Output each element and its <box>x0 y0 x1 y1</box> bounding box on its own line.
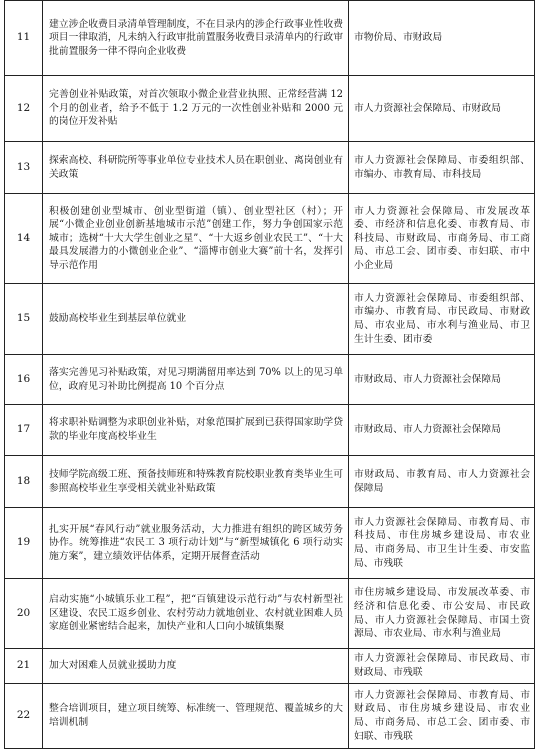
policy-content: 完善创业补贴政策，对首次领取小微企业营业执照、正常经营满 12 个月的创业者，给予不低于 1.2 万元的一次性创业补贴和 2000 元的岗位开发补贴 <box>43 76 349 142</box>
row-number: 21 <box>5 649 43 684</box>
row-number: 22 <box>5 684 43 749</box>
policy-content: 技师学院高级工班、预备技师班和特殊教育院校职业教育类毕业生可参照高校毕业生享受相关就业补贴政策 <box>43 456 349 508</box>
responsible-departments: 市人力资源社会保障局、市民政局、市财政局、市残联 <box>349 649 535 684</box>
table-row <box>5 1 535 76</box>
responsible-departments: 市财政局、市人力资源社会保障局 <box>349 405 535 456</box>
table-row <box>5 649 535 684</box>
row-number: 19 <box>5 508 43 579</box>
row-number: 12 <box>5 76 43 142</box>
responsible-departments: 市物价局、市财政局 <box>349 1 535 76</box>
table-row <box>5 456 535 508</box>
row-number: 17 <box>5 405 43 456</box>
table-row <box>5 405 535 456</box>
policy-content: 整合培训项目，建立项目统筹、标准统一、管理规范、覆盖城乡的大培训机制 <box>43 684 349 749</box>
table-row <box>5 284 535 355</box>
responsible-departments: 市财政局、市教育局、市人力资源社会保障局 <box>349 456 535 508</box>
policy-content: 落实完善见习补贴政策，对见习期满留用率达到 70% 以上的见习单位，政府见习补助比例提高 10 个百分点 <box>43 355 349 405</box>
table-row <box>5 355 535 405</box>
responsible-departments: 市住房城乡建设局、市发展改革委、市经济和信息化委、市公安局、市民政局、市人力资源社会保障局、市国土资源局、市农业局、市水利与渔业局 <box>349 579 535 649</box>
responsible-departments: 市财政局、市人力资源社会保障局 <box>349 355 535 405</box>
responsible-departments: 市人力资源社会保障局、市委组织部、市编办、市教育局、市科技局 <box>349 142 535 194</box>
row-number: 13 <box>5 142 43 194</box>
row-number: 16 <box>5 355 43 405</box>
responsible-departments: 市人力资源社会保障局、市教育局、市财政局、市住房城乡建设局、市农业局、市商务局、市总工会、团市委、市妇联、市残联 <box>349 684 535 749</box>
responsible-departments: 市人力资源社会保障局、市财政局 <box>349 76 535 142</box>
responsible-departments: 市人力资源社会保障局、市教育局、市科技局、市住房城乡建设局、市农业局、市商务局、市卫生计生委、市安监局、市残联 <box>349 508 535 579</box>
responsible-departments: 市人力资源社会保障局、市发展改革委、市经济和信息化委、市教育局、市科技局、市财政局、市商务局、市工商局、市总工会、团市委、市妇联、市中小企业局 <box>349 194 535 284</box>
policy-content: 积极创建创业型城市、创业型街道（镇）、创业型社区（村）；开展“小微企业创业创新基地城市示范”创建工作，努力争创国家示范城市；选树“十大大学生创业之星”、“十大返乡创业农民工”、“十大最具发展潜力的小微创业企业”、“淄博市创业大赛”前十名，发挥引导示范作用 <box>43 194 349 284</box>
table-row <box>5 684 535 749</box>
policy-content: 鼓励高校毕业生到基层单位就业 <box>43 284 349 355</box>
policy-content: 加大对困难人员就业援助力度 <box>43 649 349 684</box>
table-row <box>5 142 535 194</box>
table-row <box>5 579 535 649</box>
table-row <box>5 508 535 579</box>
row-number: 11 <box>5 1 43 76</box>
policy-content: 探索高校、科研院所等事业单位专业技术人员在职创业、离岗创业有关政策 <box>43 142 349 194</box>
policy-content: 扎实开展“春风行动”就业服务活动，大力推进有组织的跨区域劳务协作。统筹推进“农民工 3 项行动计划”与“新型城镇化 6 项行动实施方案”，建立绩效评估体系，定期开展督查活动 <box>43 508 349 579</box>
policy-content: 建立涉企收费目录清单管理制度，不在目录内的涉企行政事业性收费项目一律取消，凡未纳入行政审批前置服务收费目录清单内的行政审批前置服务一律不得向企业收费 <box>43 1 349 76</box>
table-row <box>5 76 535 142</box>
row-number: 18 <box>5 456 43 508</box>
policy-content: 启动实施“小城镇乐业工程”，把“百镇建设示范行动”与农村新型社区建设、农民工返乡创业、农村劳动力就地创业、农村就业困难人员家庭创业紧密结合起来，加快产业和人口向小城镇集聚 <box>43 579 349 649</box>
responsible-departments: 市人力资源社会保障局、市委组织部、市编办、市教育局、市民政局、市财政局、市农业局、市水利与渔业局、市卫生计生委、团市委 <box>349 284 535 355</box>
table-row <box>5 194 535 284</box>
row-number: 14 <box>5 194 43 284</box>
policy-content: 将求职补贴调整为求职创业补贴，对象范围扩展到已获得国家助学贷款的毕业年度高校毕业生 <box>43 405 349 456</box>
policy-table <box>4 0 535 749</box>
row-number: 15 <box>5 284 43 355</box>
row-number: 20 <box>5 579 43 649</box>
